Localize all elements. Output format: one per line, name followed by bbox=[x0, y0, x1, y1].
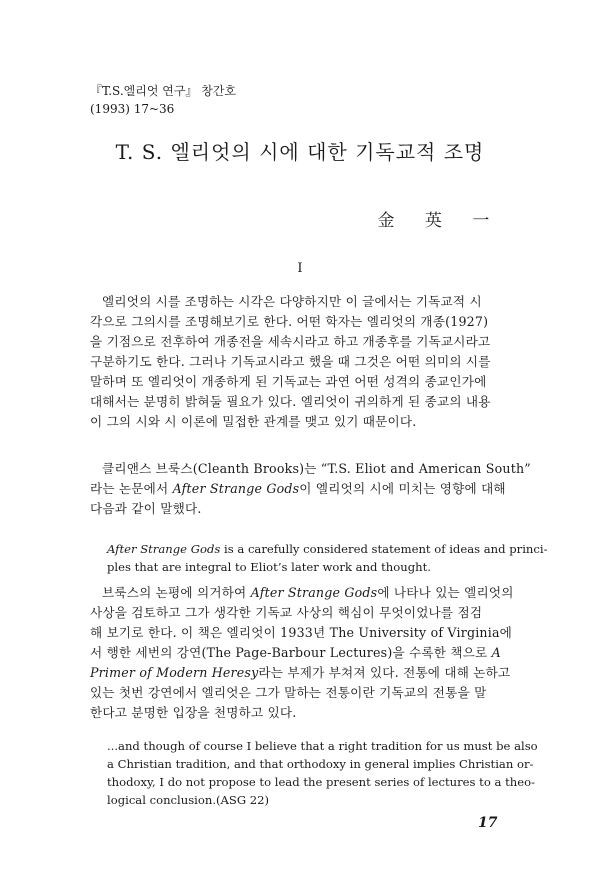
section-number: I bbox=[297, 261, 303, 276]
text-run: 브룩스의 논평에 의거하여 bbox=[102, 585, 251, 600]
quote-line: ples that are integral to Eliot’s later work and thought. bbox=[107, 560, 431, 574]
paragraph-line bbox=[90, 663, 512, 683]
author-char-1: 金 bbox=[377, 211, 395, 231]
text-run: 라는 부제가 부쳐져 있다. 전통에 대해 논하고 bbox=[258, 665, 511, 680]
author-name bbox=[365, 206, 502, 231]
book-title: After Strange Gods bbox=[172, 481, 300, 496]
text-run: 이 엘리엇의 시에 미치는 영향에 대해 bbox=[299, 481, 506, 496]
paragraph-line: 구분하기도 한다. 그러나 기독교시라고 했을 때 그것은 어떤 의미의 시를 bbox=[90, 354, 491, 369]
quote-line: logical conclusion.(ASG 22) bbox=[107, 793, 270, 807]
source-citation bbox=[90, 82, 236, 118]
journal-name: 『T.S.엘리엇 연구』 창간호 bbox=[90, 84, 237, 98]
block-quote-1 bbox=[107, 540, 548, 576]
paragraph-line: 사상을 검토하고 그가 생각한 기독교 사상의 핵심이 무엇이었나를 점검 bbox=[90, 605, 483, 620]
paragraph-3 bbox=[90, 583, 512, 723]
text-run: 라는 논문에서 bbox=[90, 481, 173, 496]
paragraph-line: 엘리엇의 시를 조명하는 시각은 다양하지만 이 글에서는 기독교적 시 bbox=[102, 294, 482, 309]
quote-line bbox=[107, 540, 548, 558]
paragraph-1 bbox=[90, 292, 512, 432]
journal-year-pages: (1993) 17~36 bbox=[90, 102, 175, 116]
paragraph-line: 말하며 또 엘리엇이 개종하게 된 기독교는 과연 어떤 성격의 종교인가에 bbox=[90, 374, 487, 389]
author-char-2: 英 bbox=[424, 211, 442, 231]
paragraph-line bbox=[90, 479, 512, 499]
paragraph-2 bbox=[90, 459, 531, 519]
quote-line: ...and though of course I believe that a right tradition for us must be also bbox=[107, 739, 538, 753]
paragraph-line: 대해서는 분명히 밝혀둘 필요가 있다. 엘리엇이 귀의하게 된 종교의 내용 bbox=[90, 394, 491, 409]
quote-line: a Christian tradition, and that orthodoxy in general implies Christian or- bbox=[107, 757, 534, 771]
paragraph-line: 해 보기로 한다. 이 책은 엘리엇이 1933년 The University of Virginia에 bbox=[90, 625, 513, 640]
paragraph-line bbox=[90, 583, 512, 603]
text-run: 서 행한 세번의 강연(The Page-Barbour Lectures)을 수록한 책으로 bbox=[90, 645, 492, 660]
book-title: After Strange Gods bbox=[107, 542, 221, 556]
quote-line: thodoxy, I do not propose to lead the present series of lectures to a theo- bbox=[107, 775, 535, 789]
paragraph-line: 있는 첫번 강연에서 엘리엇은 그가 말하는 전통이란 기독교의 전통을 말 bbox=[90, 685, 487, 700]
text-run: 에 나타나 있는 엘리엇의 bbox=[377, 585, 514, 600]
paragraph-line bbox=[90, 643, 512, 663]
book-title: A bbox=[491, 645, 501, 660]
paragraph-line: 한다고 분명한 입장을 천명하고 있다. bbox=[90, 705, 297, 720]
paragraph-line: 이 그의 시와 시 이론에 밀접한 관계를 맺고 있기 때문이다. bbox=[90, 414, 417, 429]
block-quote-2 bbox=[107, 737, 538, 809]
article-title: T. S. 엘리엇의 시에 대한 기독교적 조명 bbox=[115, 140, 485, 164]
paragraph-line: 을 기점으로 전후하여 개종전을 세속시라고 하고 개종후를 기독교시라고 bbox=[90, 334, 491, 349]
page-number: 17 bbox=[478, 815, 498, 831]
text-run: is a carefully considered statement of ideas and princi- bbox=[220, 542, 548, 556]
author-char-3: 一 bbox=[472, 211, 490, 231]
paragraph-line: 클리앤스 브룩스(Cleanth Brooks)는 “T.S. Eliot and American South” bbox=[102, 461, 531, 476]
paragraph-line: 다음과 같이 말했다. bbox=[90, 501, 202, 516]
paragraph-line: 각으로 그의시를 조명해보기로 한다. 어떤 학자는 엘리엇의 개종(1927) bbox=[90, 314, 489, 329]
book-title: Primer of Modern Heresy bbox=[90, 665, 259, 680]
book-title: After Strange Gods bbox=[250, 585, 378, 600]
